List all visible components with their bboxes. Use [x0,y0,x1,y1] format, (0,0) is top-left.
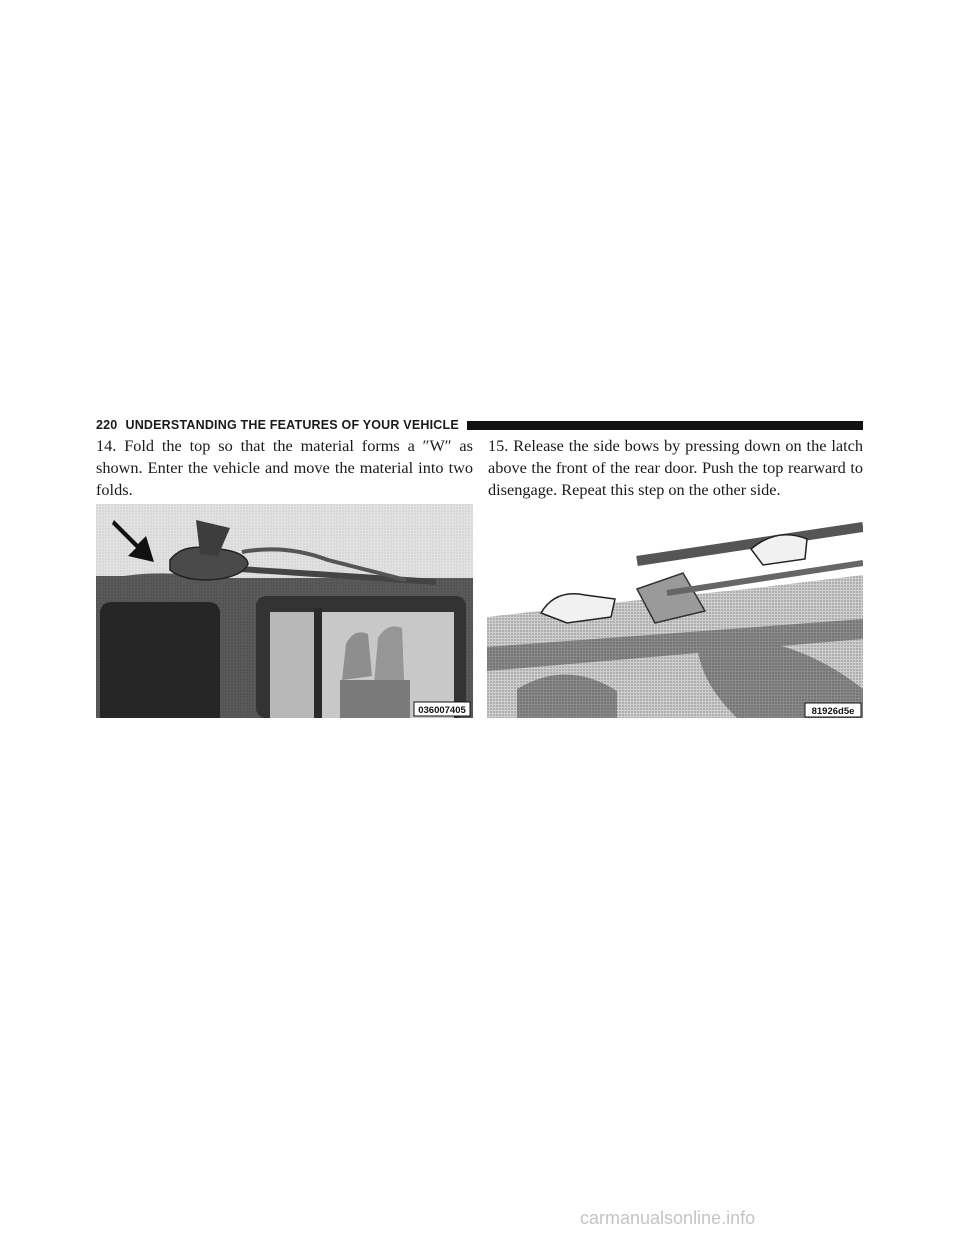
figure-code-14: 036007405 [418,705,466,716]
step-15-text: 15. Release the side bows by pressing down on the latch above the front of the rear door. Push the top rearward to disengage. Repeat this step on the other side. [488,436,863,499]
section-title: UNDERSTANDING THE FEATURES OF YOUR VEHICLE [125,418,459,432]
page-header [96,418,863,432]
step-14-text: 14. Fold the top so that the material forms a ″W″ as shown. Enter the vehicle and move the material into two folds. [96,436,473,499]
page-number: 220 [96,418,118,432]
folded-top-illustration [96,504,473,718]
figure-code-15: 81926d5e [811,706,855,717]
side-bow-release-illustration [487,519,863,718]
footer-watermark[interactable]: carmanualsonline.info [580,1208,756,1228]
header-rule [467,421,863,430]
